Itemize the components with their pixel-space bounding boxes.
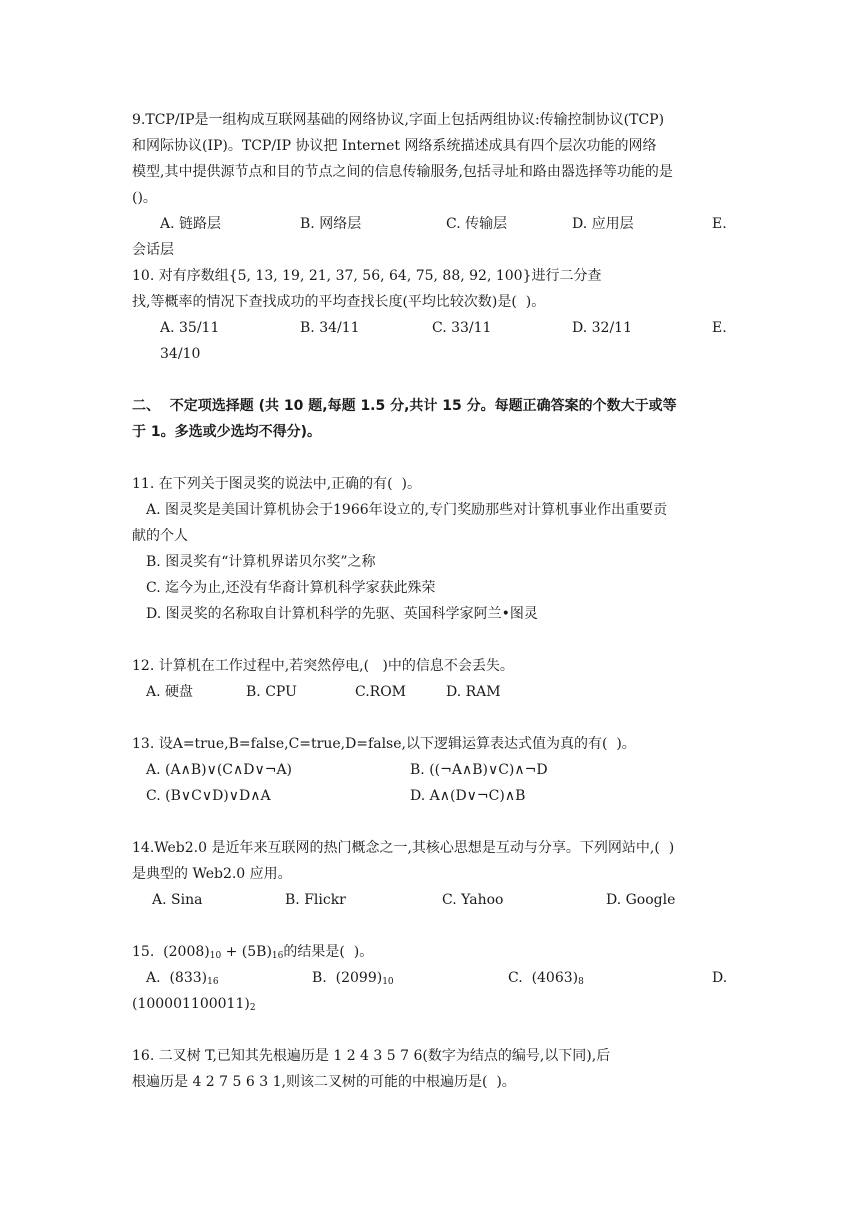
subscript: 16 [207,977,219,987]
q11-option-c: C. 迄今为止,还没有华裔计算机科学家获此殊荣 [146,580,436,596]
subscript: 2 [249,1003,256,1013]
q11-option-a: A. 图灵奖是美国计算机协会于1966年设立的,专门奖励那些对计算机事业作出重要贡 [146,502,668,518]
q15-stem: 15. $(2008)_{10} + (5B)_{16}$的结果是( )。 [132,944,374,961]
q9-option-b: B. 网络层 [300,216,362,232]
q13-option-a: A. (A∧B)∨(C∧D∨¬A) [146,762,293,778]
subscript: 8 [578,977,584,987]
q9-line-4: ()。 [132,190,157,206]
q15-option-c: C. $(4063)_8$ [508,970,584,987]
section-2-heading: 二、 不定项选择题 (共 10 题,每题 1.5 分,共计 15 分。每题正确答案的个数大于或等 [132,398,677,414]
q9-line-2: 和网际协议(IP)。TCP/IP 协议把 Internet 网络系统描述成具有四个层次功能的网络 [132,138,657,154]
q9-option-c: C. 传输层 [446,216,508,232]
q14-option-d: D. Google [606,892,676,908]
q12-option-c: C.ROM [355,684,407,700]
q9-line-3: 模型,其中提供源节点和目的节点之间的信息传输服务,包括寻址和路由器选择等功能的是 [132,164,673,180]
q10-option-b: B. 34/11 [300,320,360,336]
subscript: 10 [382,977,394,987]
q11-option-b: B. 图灵奖有“计算机界诺贝尔奖”之称 [146,554,376,570]
subscript: 10 [209,951,222,961]
q14-option-a: A. Sina [152,892,203,908]
q15-option-b: B. $(2099)_{10}$ [312,970,394,987]
q10-option-a: A. 35/11 [160,320,220,336]
q12-stem: 12. 计算机在工作过程中,若突然停电,( )中的信息不会丢失。 [132,658,514,674]
q10-option-d: D. 32/11 [572,320,632,336]
q14-option-b: B. Flickr [285,892,346,908]
q16-line-1: 16. 二叉树 T,已知其先根遍历是 1 2 4 3 5 7 6(数字为结点的编号,以下同),后 [132,1048,611,1064]
q9-line-1: 9.TCP/IP是一组构成互联网基础的网络协议,字面上包括两组协议:传输控制协议(TCP) [132,112,665,128]
q14-line-1: 14.Web2.0 是近年来互联网的热门概念之一,其核心思想是互动与分享。下列网站中,( ) [132,840,675,856]
q16-line-2: 根遍历是 4 2 7 5 6 3 1,则该二叉树的可能的中根遍历是( )。 [132,1074,516,1090]
q11-option-a-cont: 献的个人 [132,528,188,544]
q13-option-c: C. (B∨C∨D)∨D∧A [146,788,271,804]
q9-option-d: D. 应用层 [572,216,634,232]
q10-line-2: 找,等概率的情况下查找成功的平均查找长度(平均比较次数)是( )。 [132,294,546,310]
q15-option-d-value: $(100001100011)_2$ [132,996,256,1013]
q13-option-b: B. ((¬A∧B)∨C)∧¬D [410,762,548,778]
q12-option-a: A. 硬盘 [146,684,194,700]
q9-option-e-text: 会话层 [132,242,174,258]
q15-option-d: D. [712,970,728,986]
q9-option-a: A. 链路层 [160,216,222,232]
q10-option-e: E. [712,320,727,336]
q9-option-e: E. [712,216,727,232]
q15-option-a: A. $(833)_{16}$ [146,970,219,987]
subscript: 16 [271,951,284,961]
q12-option-d: D. RAM [446,684,501,700]
q14-line-2: 是典型的 Web2.0 应用。 [132,866,292,882]
q12-option-b: B. CPU [246,684,297,700]
q14-option-c: C. Yahoo [442,892,504,908]
q10-option-c: C. 33/11 [432,320,492,336]
q11-option-d: D. 图灵奖的名称取自计算机科学的先驱、英国科学家阿兰•图灵 [146,606,538,622]
q13-stem: 13. 设A=true,B=false,C=true,D=false,以下逻辑运算表达式值为真的有( )。 [132,736,636,752]
q11-stem: 11. 在下列关于图灵奖的说法中,正确的有( )。 [132,476,421,492]
q10-option-e-text: 34/10 [160,346,201,362]
q10-line-1: 10. 对有序数组{5, 13, 19, 21, 37, 56, 64, 75, 88, 92, 100}进行二分查 [132,268,602,284]
section-2-heading-cont: 于 1。多选或少选均不得分)。 [132,424,322,440]
q13-option-d: D. A∧(D∨¬C)∧B [410,788,526,804]
